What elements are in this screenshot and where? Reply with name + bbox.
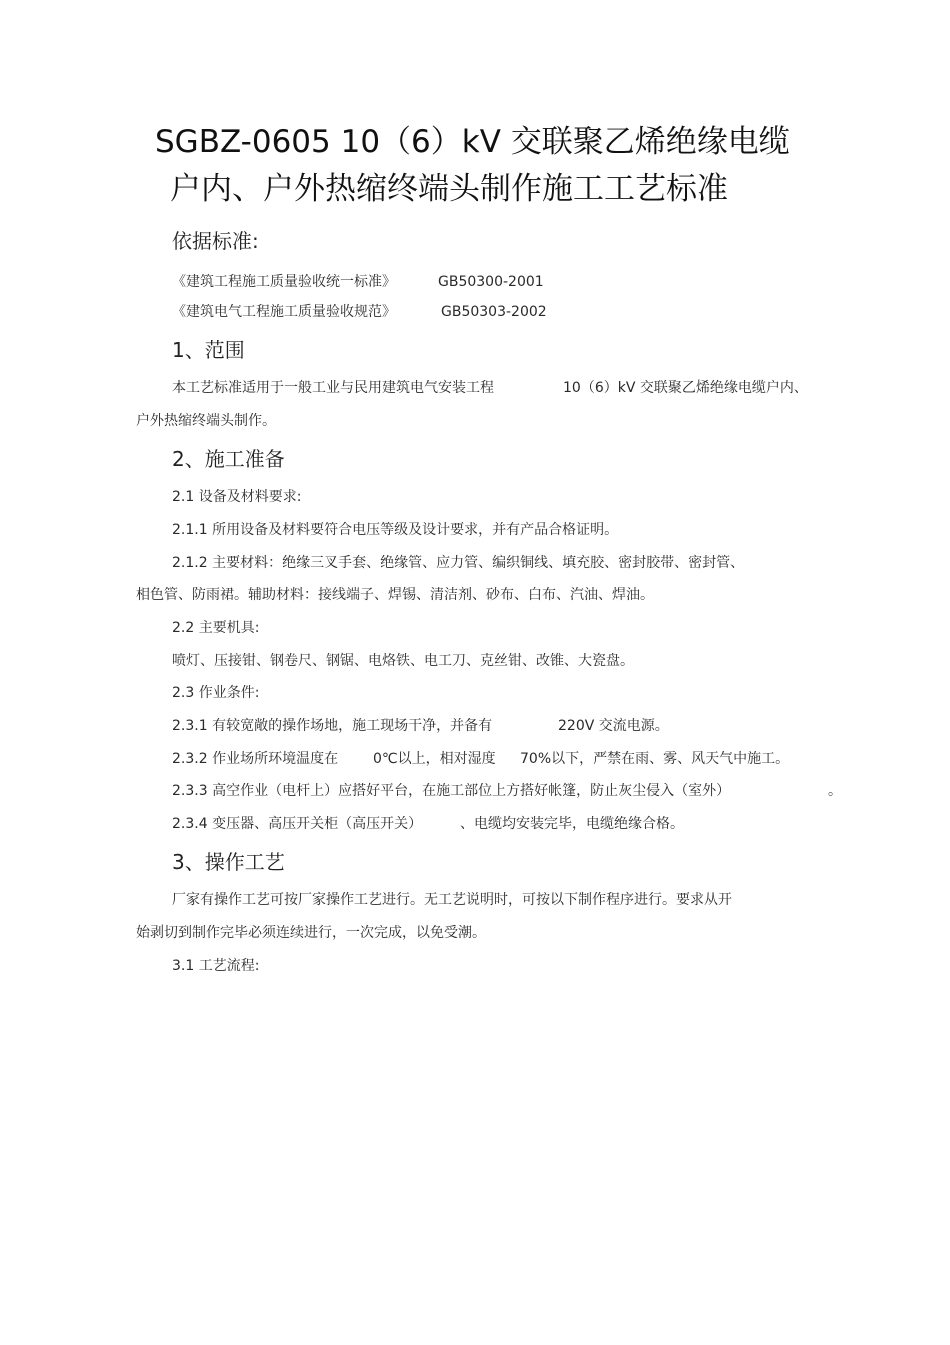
item-2-1-2-line-1: 2.1.2 主要材料：绝缘三叉手套、绝缘管、应力管、编织铜线、填充胶、密封胶带、密封管、 bbox=[172, 555, 745, 571]
section-1-para-line-2: 户外热缩终端头制作。 bbox=[136, 413, 276, 429]
item-2-3-2c: 70%以下，严禁在雨、雾、风天气中施工。 bbox=[520, 751, 790, 767]
standard-1 bbox=[172, 274, 396, 291]
section-3-para-line-2: 始剥切到制作完毕必须连续进行，一次完成，以免受潮。 bbox=[136, 925, 486, 941]
section-1-heading: 1、范围 bbox=[172, 338, 245, 362]
item-3-1: 3.1 工艺流程: bbox=[172, 958, 260, 974]
section-3-heading: 3、操作工艺 bbox=[172, 850, 285, 874]
standard-2-name: 《建筑电气工程施工质量验收规范》 bbox=[172, 304, 396, 320]
item-2-3-3b: 。 bbox=[828, 783, 842, 799]
item-2-3-1b: 220V 交流电源。 bbox=[558, 718, 669, 734]
item-2-1-2-line-2: 相色管、防雨裙。辅助材料：接线端子、焊锡、清洁剂、砂布、白布、汽油、焊油。 bbox=[136, 587, 654, 603]
item-2-3-4b: 、电缆均安装完毕，电缆绝缘合格。 bbox=[460, 816, 684, 832]
section-3-para-line-1: 厂家有操作工艺可按厂家操作工艺进行。无工艺说明时，可按以下制作程序进行。要求从开 bbox=[172, 892, 732, 908]
section-1-para-line-1b: 10（6）kV 交联聚乙烯绝缘电缆户内、 bbox=[563, 380, 808, 396]
item-2-3: 2.3 作业条件: bbox=[172, 685, 260, 701]
item-2-3-4a: 2.3.4 变压器、高压开关柜（高压开关） bbox=[172, 816, 423, 832]
standard-1-name: 《建筑工程施工质量验收统一标准》 bbox=[172, 274, 396, 290]
item-2-3-2a: 2.3.2 作业场所环境温度在 bbox=[172, 751, 339, 767]
section-2-heading: 2、施工准备 bbox=[172, 447, 285, 471]
item-2-1: 2.1 设备及材料要求: bbox=[172, 489, 302, 505]
standard-2-code: GB50303-2002 bbox=[441, 304, 547, 320]
document-title-line-1: SGBZ-0605 10（6）kV 交联聚乙烯绝缘电缆 bbox=[155, 124, 790, 160]
document-title-line-2: 户内、户外热缩终端头制作施工工艺标准 bbox=[170, 171, 728, 207]
basis-heading: 依据标准: bbox=[172, 229, 259, 253]
item-2-3-2b: 0℃以上，相对湿度 bbox=[373, 751, 496, 767]
item-2-2-tools: 喷灯、压接钳、钢卷尺、钢锯、电烙铁、电工刀、克丝钳、改锥、大瓷盘。 bbox=[172, 653, 634, 669]
item-2-1-1: 2.1.1 所用设备及材料要符合电压等级及设计要求，并有产品合格证明。 bbox=[172, 522, 619, 538]
standard-2 bbox=[172, 304, 396, 321]
item-2-3-3a: 2.3.3 高空作业（电杆上）应搭好平台，在施工部位上方搭好帐篷，防止灰尘侵入（室外） bbox=[172, 783, 731, 799]
section-1-para-line-1a: 本工艺标准适用于一般工业与民用建筑电气安装工程 bbox=[172, 380, 494, 396]
item-2-2: 2.2 主要机具: bbox=[172, 620, 260, 636]
standard-1-code: GB50300-2001 bbox=[438, 274, 544, 290]
item-2-3-1a: 2.3.1 有较宽敞的操作场地，施工现场干净，并备有 bbox=[172, 718, 493, 734]
